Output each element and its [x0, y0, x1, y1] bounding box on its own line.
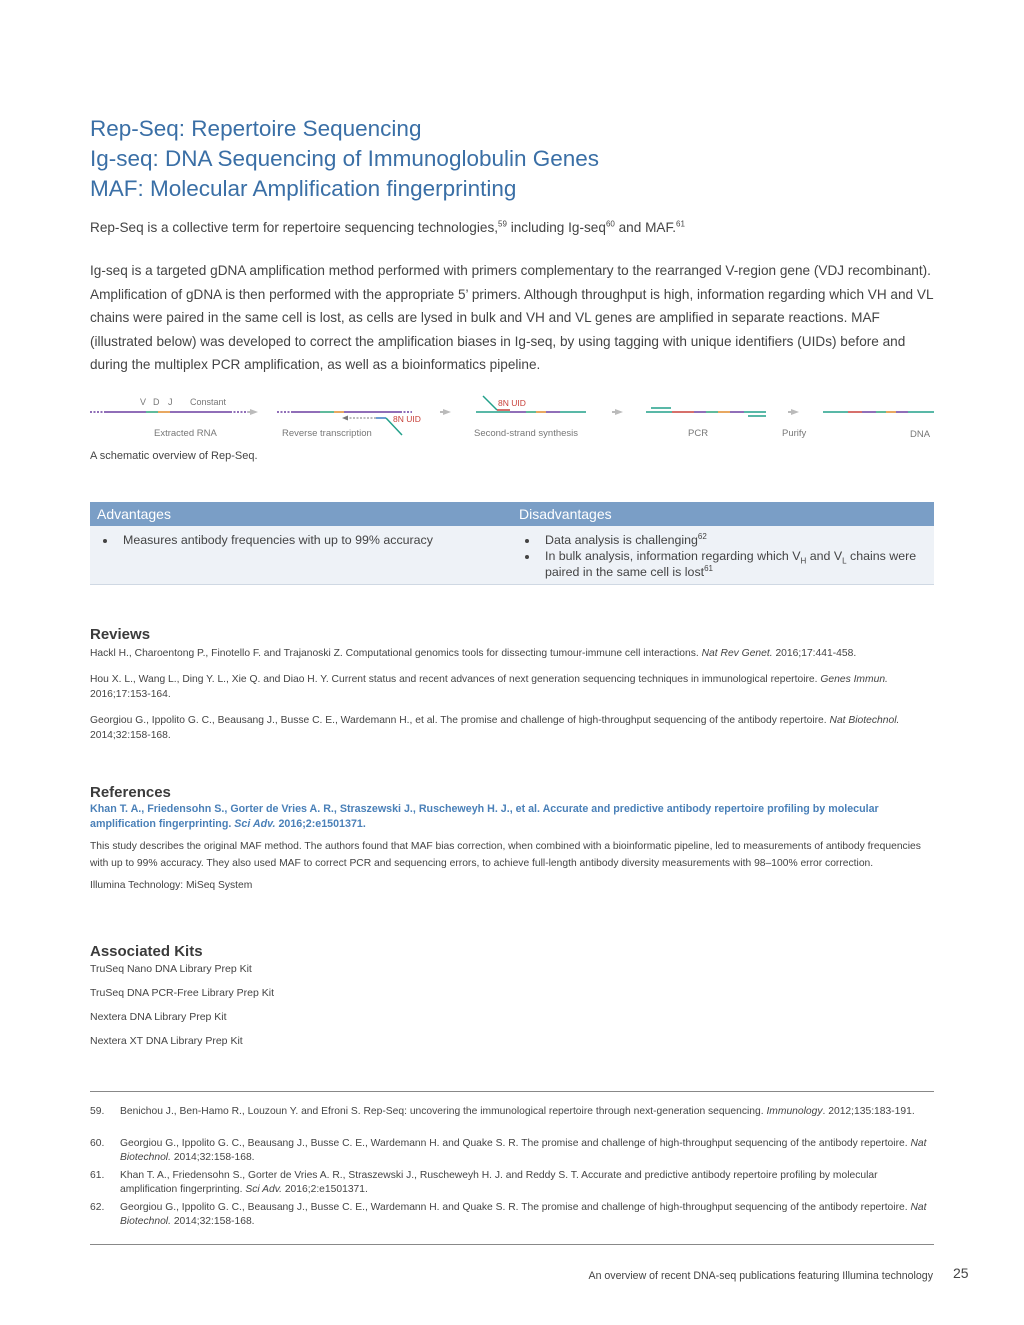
review-3-text: Georgiou G., Ippolito G. C., Beausang J., Busse C. E., Wardemann H., et al. The promise and challenge of high-throughput sequencing of the antibody repertoire. [90, 715, 830, 726]
review-item [90, 713, 935, 743]
step-label-pcr: PCR [688, 428, 709, 439]
review-2-text: Hou X. L., Wang L., Ding Y. L., Xie Q. and Diao H. Y. Current status and recent advances of next generation sequencing techniques in immunological repertoire. [90, 674, 821, 685]
review-item [90, 646, 935, 661]
references-section [90, 784, 935, 893]
disadvantage-item [539, 548, 927, 580]
step-label-extracted-rna: Extracted RNA [154, 428, 217, 439]
schematic-svg [90, 392, 935, 444]
kit-item: Nextera XT DNA Library Prep Kit [90, 1035, 243, 1047]
disadvantage-2-text-b: and V [806, 549, 843, 563]
footnote-tail: 2014;32:158-168. [170, 1151, 255, 1163]
footer-divider [90, 1244, 934, 1245]
review-1-tail: 2016;17:441-458. [772, 648, 857, 659]
disadvantage-2-text-c: chains were paired in the same cell is lost [545, 549, 917, 579]
kit-item: Nextera DNA Library Prep Kit [90, 1011, 227, 1023]
footnote-text: Georgiou G., Ippolito G. C., Beausang J., Busse C. E., Wardemann H. and Quake S. R. The promise and challenge of high-throughput sequencing of the antibody repertoire. [120, 1202, 911, 1213]
intro-text-3: and MAF. [614, 220, 677, 235]
step-label-reverse-transcription: Reverse transcription [282, 428, 372, 439]
footnote-divider [90, 1091, 934, 1092]
footnote-text: Georgiou G., Ippolito G. C., Beausang J., Busse C. E., Wardemann H. and Quake S. R. The promise and challenge of high-throughput sequencing of the antibody repertoire. [120, 1138, 911, 1149]
segment-label-constant: Constant [190, 397, 227, 407]
advantages-cell [90, 526, 512, 585]
reference-link[interactable] [90, 802, 935, 832]
intro-paragraph [90, 216, 935, 240]
disadvantages-cell [512, 526, 934, 585]
references-heading: References [90, 784, 171, 801]
arrow-icon [250, 409, 258, 415]
kit-item: TruSeq Nano DNA Library Prep Kit [90, 963, 252, 975]
table-row [90, 526, 934, 585]
footnote-item [90, 1201, 934, 1228]
kits-heading: Associated Kits [90, 943, 203, 960]
footnote-item [90, 1137, 934, 1164]
reviews-heading: Reviews [90, 626, 151, 643]
footnote-journal: Sci Adv. [245, 1183, 282, 1195]
review-3-journal: Nat Biotechnol. [829, 715, 900, 726]
review-2-tail: 2016;17:153-164. [90, 689, 171, 700]
footnote-text: Khan T. A., Friedensohn S., Gorter de Vries A. R., Straszewski J., Ruscheweyh H. J. and Reddy S. T. Accurate and predictive antibody repertoire profiling by molecular amplification fingerprinting. [120, 1170, 878, 1195]
pcr-molecule [646, 408, 766, 416]
footnote-journal: Immunology [766, 1106, 823, 1117]
reviews-section [90, 626, 935, 743]
footnote-item [90, 1105, 934, 1119]
footnote-tail: 2016;2:e1501371. [281, 1183, 368, 1195]
intro-ref-60: 60 [605, 219, 615, 229]
review-item [90, 672, 935, 702]
disadvantage-item [539, 532, 927, 548]
advantages-header: Advantages [90, 502, 512, 526]
footnote-text: Benichou J., Ben-Hamo R., Louzoun Y. and Efroni S. Rep-Seq: uncovering the immunological repertoire through next-generation sequencing. [120, 1106, 767, 1117]
step-label-second-strand: Second-strand synthesis [474, 428, 579, 439]
subscript-h: H [800, 556, 807, 566]
footnote-tail: 2014;32:158-168. [170, 1215, 255, 1227]
title-line-3: MAF: Molecular Amplification fingerprinting [90, 176, 517, 201]
footnote-number: 61. [90, 1170, 105, 1181]
reference-description: This study describes the original MAF method. The authors found that MAF bias correction, when combined with a bioinformatic pipeline, led to measurements of antibody frequencies with up to 99% accuracy. They also used MAF to correct PCR and sequencing errors, to achieve full-length antibody diversity measurements with 98–100% error correction. [90, 841, 921, 869]
footnote-number: 60. [90, 1138, 105, 1149]
ref-61: 61 [704, 563, 713, 573]
intro-text-1: Rep-Seq is a collective term for repertoire sequencing technologies, [90, 220, 499, 235]
advantages-table [90, 502, 934, 585]
page-title [90, 114, 599, 204]
page-number: 25 [953, 1265, 969, 1281]
footnote-journal: Nat Biotechnol. [120, 1138, 927, 1163]
footer-text: An overview of recent DNA-seq publications featuring Illumina technology [588, 1270, 933, 1282]
arrow-icon [791, 409, 799, 415]
title-line-2: Ig-seq: DNA Sequencing of Immunoglobulin Genes [90, 146, 600, 171]
footnote-journal: Nat Biotechnol. [120, 1202, 927, 1227]
segment-label-v: V [140, 397, 147, 407]
footnote-tail: . 2012;135:183-191. [822, 1106, 915, 1117]
table-header-row [90, 502, 934, 526]
reference-link-text[interactable]: Khan T. A., Friedensohn S., Gorter de Vries A. R., Straszewski J., Ruscheweyh H. J., et al. Accurate and predictive antibody repertoire profiling by molecular amplification fingerprinting. [90, 803, 879, 830]
uid-label-rt: 8N UID [393, 414, 421, 424]
segment-label-d: D [153, 397, 160, 407]
review-1-journal: Nat Rev Genet. [701, 648, 773, 659]
disadvantage-2-text-a: In bulk analysis, information regarding which V [545, 549, 801, 563]
review-3-tail: 2014;32:158-168. [90, 730, 171, 741]
intro-text-2: including Ig-seq [506, 220, 606, 235]
disadvantages-header: Disadvantages [512, 502, 934, 526]
footnote-number: 59. [90, 1106, 105, 1117]
rep-seq-schematic [90, 392, 935, 444]
intro-ref-61: 61 [676, 219, 685, 229]
uid-label-ss: 8N UID [498, 398, 526, 408]
segment-label-j: J [168, 397, 173, 407]
reference-link-tail[interactable]: 2016;2:e1501371. [275, 818, 366, 830]
ref-62: 62 [697, 531, 707, 541]
body-paragraph: Ig-seq is a targeted gDNA amplification method performed with primers complementary to the rearranged V-region gene (VDJ recombinant). Amplification of gDNA is then performed with the appropriate 5’ primers. Although throughput is high, information regarding which VH and VL chains were paired in the same cell is lost, as cells are lysed in bulk and VH and VL genes are amplified in separate reactions. MAF (illustrated below) was developed to correct the amplification biases in Ig-seq, by using tagging with unique identifiers (UIDs) before and during the multiplex PCR amplification, as well as a bioinformatics pipeline. [90, 263, 934, 372]
subscript-l: L [842, 556, 847, 566]
kit-item: TruSeq DNA PCR-Free Library Prep Kit [90, 987, 275, 999]
footnote-item [90, 1169, 934, 1196]
figure-caption: A schematic overview of Rep-Seq. [90, 450, 258, 462]
review-2-journal: Genes Immun. [820, 674, 888, 685]
second-strand-molecule [476, 396, 586, 412]
intro-ref-59: 59 [498, 219, 507, 229]
title-line-1: Rep-Seq: Repertoire Sequencing [90, 116, 422, 141]
reference-link-journal[interactable]: Sci Adv. [234, 818, 276, 830]
footnote-number: 62. [90, 1202, 105, 1213]
advantage-item: • Measures antibody frequencies with up to 99% accuracy [117, 532, 505, 548]
review-1-text: Hackl H., Charoentong P., Finotello F. and Trajanoski Z. Computational genomics tools for dissecting tumour-immune cell interactions. [90, 648, 702, 659]
arrow-icon [615, 409, 623, 415]
arrow-icon [443, 409, 451, 415]
step-label-purify: Purify [782, 428, 807, 439]
associated-kits-section [90, 943, 935, 1048]
disadvantage-1-text: Data analysis is challenging [545, 533, 698, 547]
step-label-dna: DNA [910, 429, 931, 440]
reference-technology: Illumina Technology: MiSeq System [90, 880, 253, 891]
